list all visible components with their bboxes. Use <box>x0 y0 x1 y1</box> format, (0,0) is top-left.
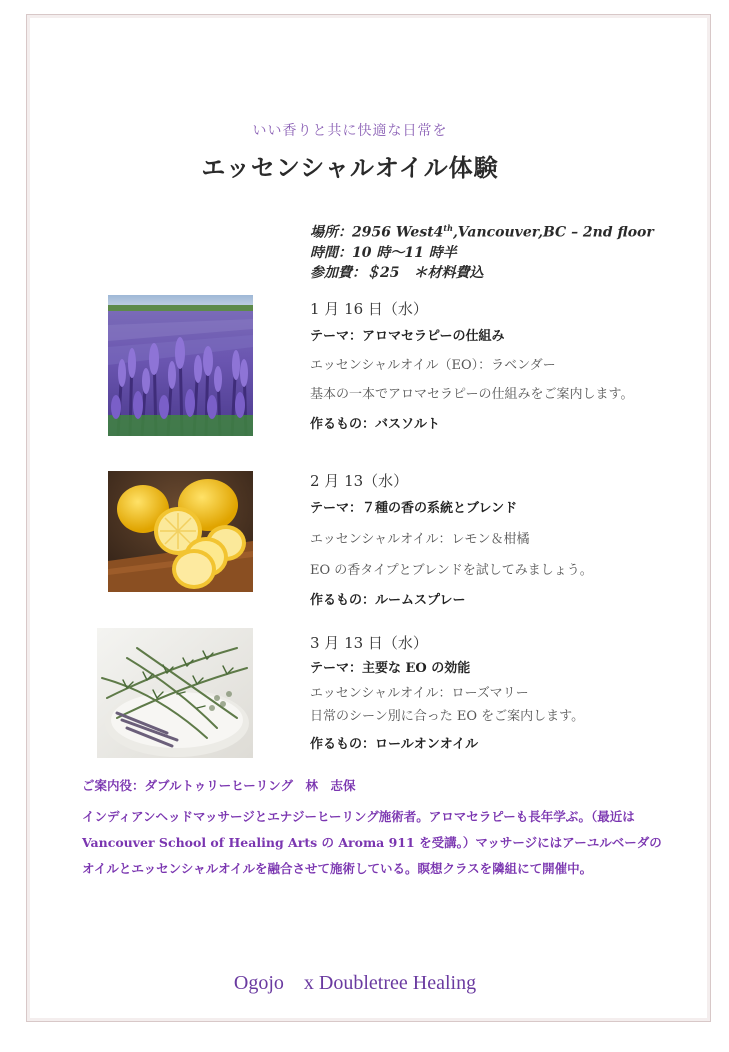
session-desc: EO の香タイプとブレンドを試してみましょう。 <box>310 563 593 578</box>
fee: 参加費：＄25 ＊材料費込 <box>310 264 484 281</box>
lavender-photo <box>108 295 253 436</box>
time: 時間：10 時〜11 時半 <box>310 244 457 261</box>
session-oil: エッセンシャルオイル（EO）：ラベンダー <box>310 358 556 373</box>
footer-credit: Ogojo x Doubletree Healing <box>233 972 477 994</box>
session-make: 作るもの：ロールオンオイル <box>310 737 479 752</box>
session-2 <box>310 470 660 608</box>
guide-title: ご案内役：ダブルトゥリーヒーリング 林 志保 <box>82 778 356 793</box>
session-3 <box>310 632 660 752</box>
session-date: 2 月 13（水） <box>310 472 409 490</box>
session-date: 3 月 13 日（水） <box>310 634 428 652</box>
session-make: 作るもの：ルームスプレー <box>310 593 466 608</box>
session-oil: エッセンシャルオイル：ローズマリー <box>310 686 529 701</box>
location: 場所：2956 West4th,Vancouver,BC – 2nd floor <box>310 223 654 241</box>
guide-bio: インディアンヘッドマッサージとエナジーヒーリング施術者。アロマセラピーも長年学ぶ。（最近は Vancouver School of Healing Arts の Aroma 911 を受講。）マッサージにはアーユルベーダのオイルとエッセンシャルオイルを融合させて施術している。瞑想クラスを隣組にて開催中。 <box>82 809 662 876</box>
session-desc: 日常のシーン別に合った EO をご案内します。 <box>310 709 585 724</box>
lemon-photo <box>108 471 253 592</box>
guide-section <box>82 776 662 882</box>
page-title: エッセンシャルオイル体験 <box>201 153 499 182</box>
subtitle: いい香りと共に快適な日常を <box>252 123 448 139</box>
session-theme: テーマ：７種の香の系統とブレンド <box>310 501 518 516</box>
session-theme: テーマ：主要な EO の効能 <box>310 661 471 676</box>
rosemary-photo <box>97 628 253 758</box>
session-theme: テーマ：アロマセラピーの仕組み <box>310 329 505 344</box>
session-desc: 基本の一本でアロマセラピーの仕組みをご案内します。 <box>310 387 634 402</box>
session-1 <box>310 298 660 432</box>
session-oil: エッセンシャルオイル：レモン＆柑橘 <box>310 532 530 547</box>
session-date: 1 月 16 日（水） <box>310 300 428 318</box>
session-make: 作るもの：バスソルト <box>310 417 441 432</box>
event-info <box>310 218 654 283</box>
